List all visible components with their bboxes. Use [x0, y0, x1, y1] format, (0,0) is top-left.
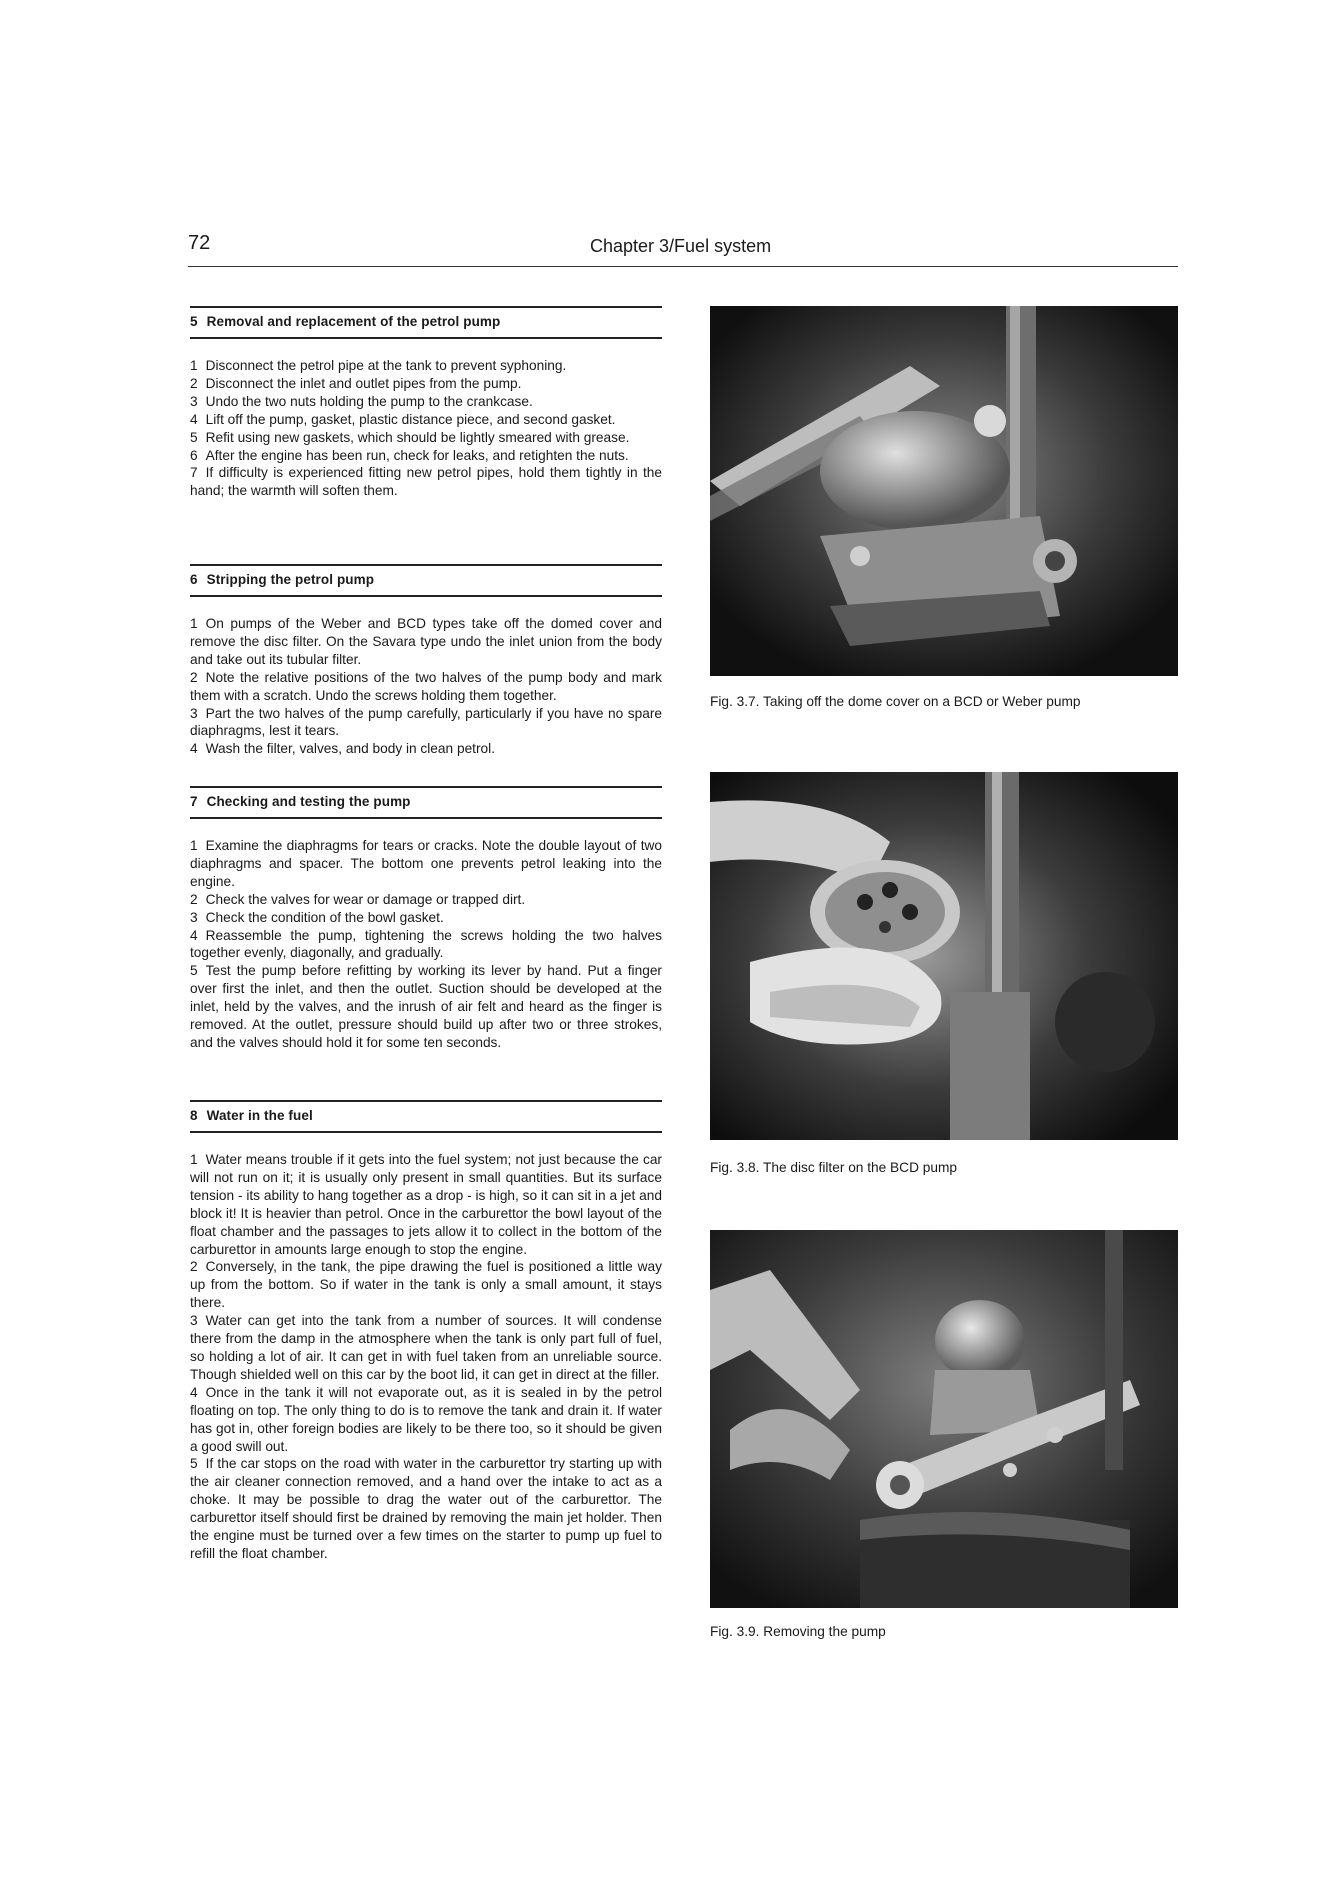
figure-caption: Fig. 3.9. Removing the pump [710, 1624, 886, 1639]
section-title: Stripping the petrol pump [206, 572, 375, 587]
photo-fig-3-9 [710, 1230, 1178, 1608]
paragraph: 3 Water can get into the tank from a number of sources. It will condense there from the damp in the atmosphere when the tank is only part full of fuel, so holding a lot of air. It can get in with fuel taken from an unreliable source. Though shielded well on this car by the boot lid, it can get in direct at the filler. [190, 1313, 662, 1382]
figure-caption: Fig. 3.7. Taking off the dome cover on a BCD or Weber pump [710, 694, 1081, 709]
paragraph: 4 Lift off the pump, gasket, plastic distance piece, and second gasket. [190, 411, 616, 427]
section-heading [190, 1100, 662, 1133]
paragraph: 6 After the engine has been run, check for leaks, and retighten the nuts. [190, 447, 629, 463]
header-rule [188, 266, 1178, 267]
paragraph: 3 Undo the two nuts holding the pump to the crankcase. [190, 393, 533, 409]
section-6 [190, 564, 662, 758]
paragraph: 1 On pumps of the Weber and BCD types take off the domed cover and remove the disc filter. On the Savara type undo the inlet union from the body and take out its tubular filter. [190, 616, 662, 667]
paragraph: 4 Wash the filter, valves, and body in clean petrol. [190, 741, 495, 757]
running-head: Chapter 3/Fuel system [590, 236, 772, 256]
paragraph: 4 Once in the tank it will not evaporate out, as it is sealed in by the petrol floating on top. The only thing to do is to remove the tank and drain it. If water has got in, other foreign bodies are likely to be there too, so it should be given a good swill out. [190, 1384, 662, 1454]
figure-caption: Fig. 3.8. The disc filter on the BCD pump [710, 1160, 957, 1175]
section-heading [190, 306, 662, 339]
section-heading [190, 564, 662, 597]
paragraph: 5 Test the pump before refitting by working its lever by hand. Put a finger over first the inlet, and then the outlet. Suction should be developed at the inlet, held by the valves, and the inrush of air felt and heard as the finger is removed. At the outlet, pressure should build up after two or three strokes, and the valves should hold it for some ten seconds. [190, 963, 662, 1050]
paragraph: 2 Disconnect the inlet and outlet pipes from the pump. [190, 375, 522, 391]
paragraph: 2 Conversely, in the tank, the pipe drawing the fuel is positioned a little way up from the bottom. So if water in the tank is only a small amount, it stays there. [190, 1259, 662, 1311]
section-heading [190, 786, 662, 819]
paragraph: 5 If the car stops on the road with water in the carburettor try starting up with the air cleaner connection removed, and a hand over the intake to act as a choke. It may be possible to drag the water out of the carburettor. The carburettor itself should first be drained by removing the main jet holder. Then the engine must be turned over a few times on the starter to pump up fuel to refill the float chamber. [190, 1456, 662, 1561]
paragraph: 1 Water means trouble if it gets into the fuel system; not just because the car will not run on it; it is usually only present in small quantities. But its surface tension - its ability to hang together as a drop - is high, so it can sit in a jet and block it! It is heavier than petrol. Once in the carburettor the bowl layout of the float chamber and the passages to jets allow it to collect in the bottom of the carburettor in amounts large enough to stop the engine. [190, 1152, 662, 1257]
section-number: 6 [190, 572, 198, 587]
paragraph: 3 Check the condition of the bowl gasket. [190, 909, 444, 925]
photo-fig-3-8 [710, 772, 1178, 1140]
paragraph: 3 Part the two halves of the pump carefully, particularly if you have no spare diaphragms, lest it tears. [190, 705, 662, 739]
section-title: Removal and replacement of the petrol pump [206, 314, 501, 329]
paragraph: 7 If difficulty is experienced fitting new petrol pipes, hold them tightly in the hand; the warmth will soften them. [190, 465, 662, 499]
paragraph: 2 Note the relative positions of the two halves of the pump body and mark them with a scratch. Undo the screws holding them together. [190, 669, 662, 703]
section-5 [190, 306, 662, 500]
section-number: 7 [190, 794, 198, 809]
photo-fig-3-7 [710, 306, 1178, 676]
paragraph: 2 Check the valves for wear or damage or trapped dirt. [190, 891, 526, 907]
section-7 [190, 786, 662, 1052]
paragraph: 4 Reassemble the pump, tightening the screws holding the two halves together evenly, diagonally, and gradually. [190, 927, 662, 961]
section-number: 8 [190, 1108, 198, 1123]
section-title: Water in the fuel [206, 1108, 313, 1123]
paragraph: 5 Refit using new gaskets, which should be lightly smeared with grease. [190, 429, 630, 445]
paragraph: 1 Examine the diaphragms for tears or cracks. Note the double layout of two diaphragms and spacer. The bottom one prevents petrol leaking into the engine. [190, 838, 662, 889]
section-title: Checking and testing the pump [206, 794, 411, 809]
page-number: 72 [188, 232, 211, 254]
section-8 [190, 1100, 662, 1563]
paragraph: 1 Disconnect the petrol pipe at the tank to prevent syphoning. [190, 358, 567, 373]
section-number: 5 [190, 314, 198, 329]
